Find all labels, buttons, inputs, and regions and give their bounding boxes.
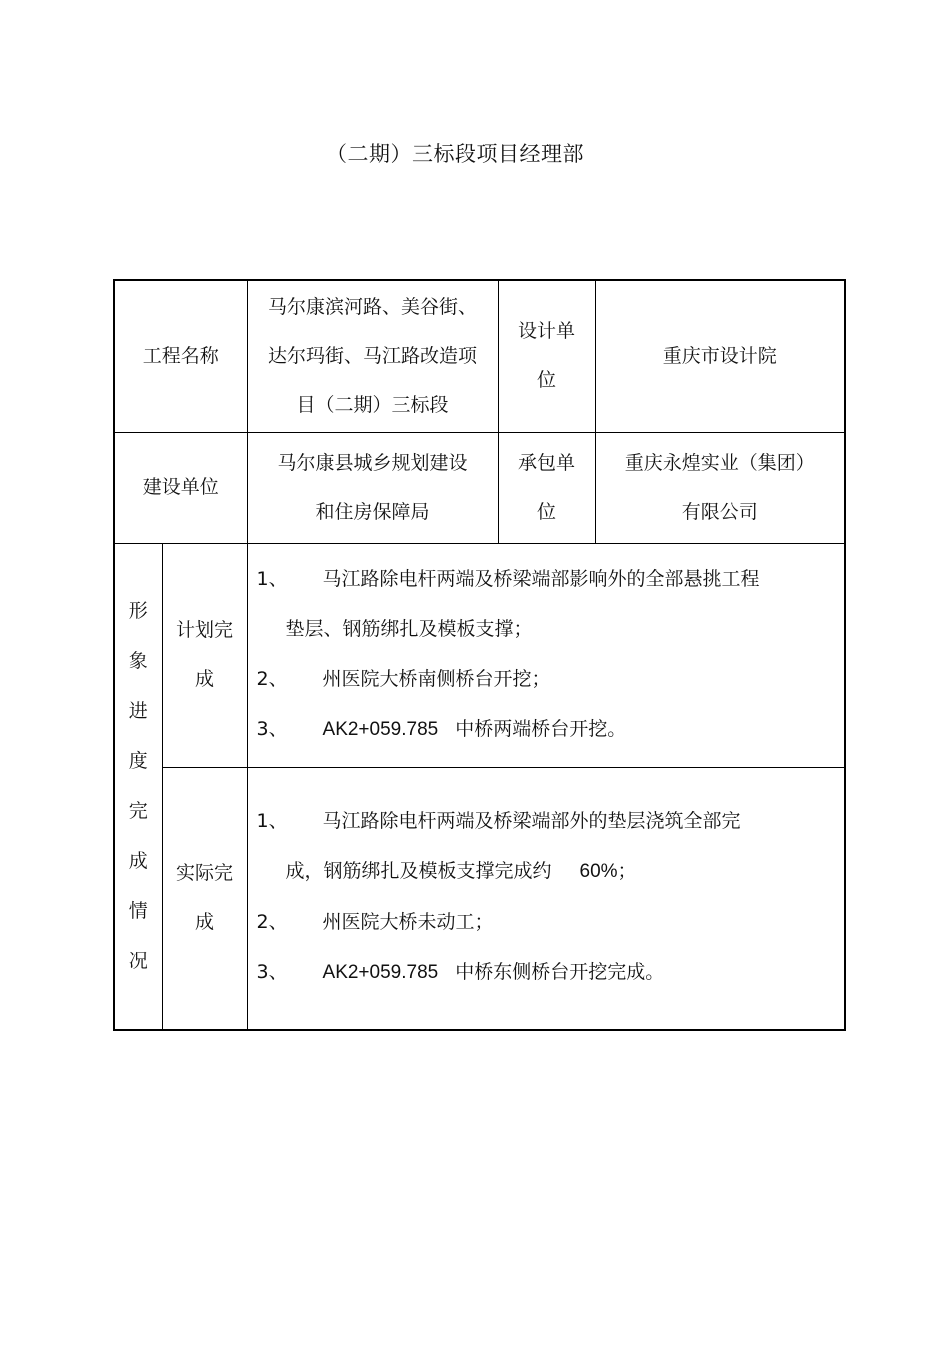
planned-label-line: 成 <box>195 668 215 690</box>
planned-item-2 <box>257 654 845 704</box>
item-number: 2、 <box>256 667 288 690</box>
contractor-label-line: 位 <box>537 500 557 523</box>
design-unit-value: 重庆市设计院 <box>595 280 845 432</box>
item-number: 3、 <box>256 717 288 740</box>
item-text: 中桥东侧桥台开挖完成。 <box>455 961 665 984</box>
owner-value-line: 马尔康县城乡规划建设 <box>277 451 468 474</box>
item-text: 马江路除电杆两端及桥梁端部外的垫层浇筑全部完 <box>322 810 741 833</box>
item-number: 1、 <box>256 567 288 590</box>
item-text: 成，钢筋绑扎及模板支撑完成约 <box>285 860 552 883</box>
item-text: 中桥两端桥台开挖。 <box>455 717 627 740</box>
project-name-label: 工程名称 <box>114 280 247 432</box>
planned-items <box>247 543 845 767</box>
actual-label-line: 成 <box>195 911 215 934</box>
progress-label-char: 况 <box>128 950 148 973</box>
item-number: 1、 <box>256 810 288 833</box>
item-text: 州医院大桥未动工； <box>322 911 494 934</box>
progress-report-table <box>113 279 846 1031</box>
actual-items <box>247 767 845 1030</box>
contractor-label-line: 承包单 <box>518 451 576 474</box>
design-unit-label-line: 位 <box>537 369 557 392</box>
project-name-value <box>247 280 498 432</box>
actual-label <box>162 767 247 1030</box>
actual-label-line: 实际完 <box>176 862 234 885</box>
design-unit-label-line: 设计单 <box>518 320 576 343</box>
planned-item-1-continuation: 垫层、钢筋绑扎及模板支撑； <box>285 617 533 640</box>
contractor-value-line: 有限公司 <box>681 500 758 523</box>
progress-label <box>114 543 162 1030</box>
item-text: 马江路除电杆两端及桥梁端部影响外的全部悬挑工程 <box>322 567 760 590</box>
item-code: AK2+059.785 <box>322 718 439 740</box>
item-number: 2、 <box>256 911 288 934</box>
page-title: （二期）三标段项目经理部 <box>326 142 584 166</box>
planned-label <box>162 543 247 767</box>
project-name-line: 马尔康滨河路、美谷街、 <box>268 295 478 318</box>
progress-label-char: 进 <box>128 700 148 723</box>
project-name-row <box>114 280 845 432</box>
item-text: 州医院大桥南侧桥台开挖； <box>322 667 551 690</box>
progress-label-char: 情 <box>128 900 148 923</box>
owner-value-line: 和住房保障局 <box>315 500 430 523</box>
planned-label-line: 计划完 <box>176 619 234 641</box>
design-unit-label <box>498 280 595 432</box>
progress-label-char: 完 <box>128 800 148 823</box>
item-number: 3、 <box>256 961 288 984</box>
actual-item-3 <box>257 947 845 998</box>
planned-row <box>114 543 845 767</box>
planned-item-1 <box>257 554 845 604</box>
contractor-value <box>595 432 845 543</box>
actual-item-1 <box>257 796 845 846</box>
owner-row <box>114 432 845 543</box>
actual-row <box>114 767 845 1030</box>
progress-label-char: 象 <box>128 650 148 673</box>
progress-label-char: 形 <box>128 600 148 623</box>
actual-item-2 <box>257 897 845 947</box>
owner-label: 建设单位 <box>114 432 247 543</box>
project-name-line: 达尔玛街、马江路改造项 <box>268 344 478 367</box>
contractor-value-line: 重庆永煌实业（集团） <box>624 451 815 474</box>
item-code: AK2+059.785 <box>322 962 439 984</box>
project-name-line: 目（二期）三标段 <box>296 393 449 416</box>
owner-value <box>247 432 498 543</box>
planned-item-3 <box>257 704 845 755</box>
actual-item-1-continuation <box>257 846 845 897</box>
progress-label-char: 成 <box>128 850 148 873</box>
completion-percent: 60%； <box>579 861 637 883</box>
progress-label-char: 度 <box>128 750 148 773</box>
contractor-label <box>498 432 595 543</box>
